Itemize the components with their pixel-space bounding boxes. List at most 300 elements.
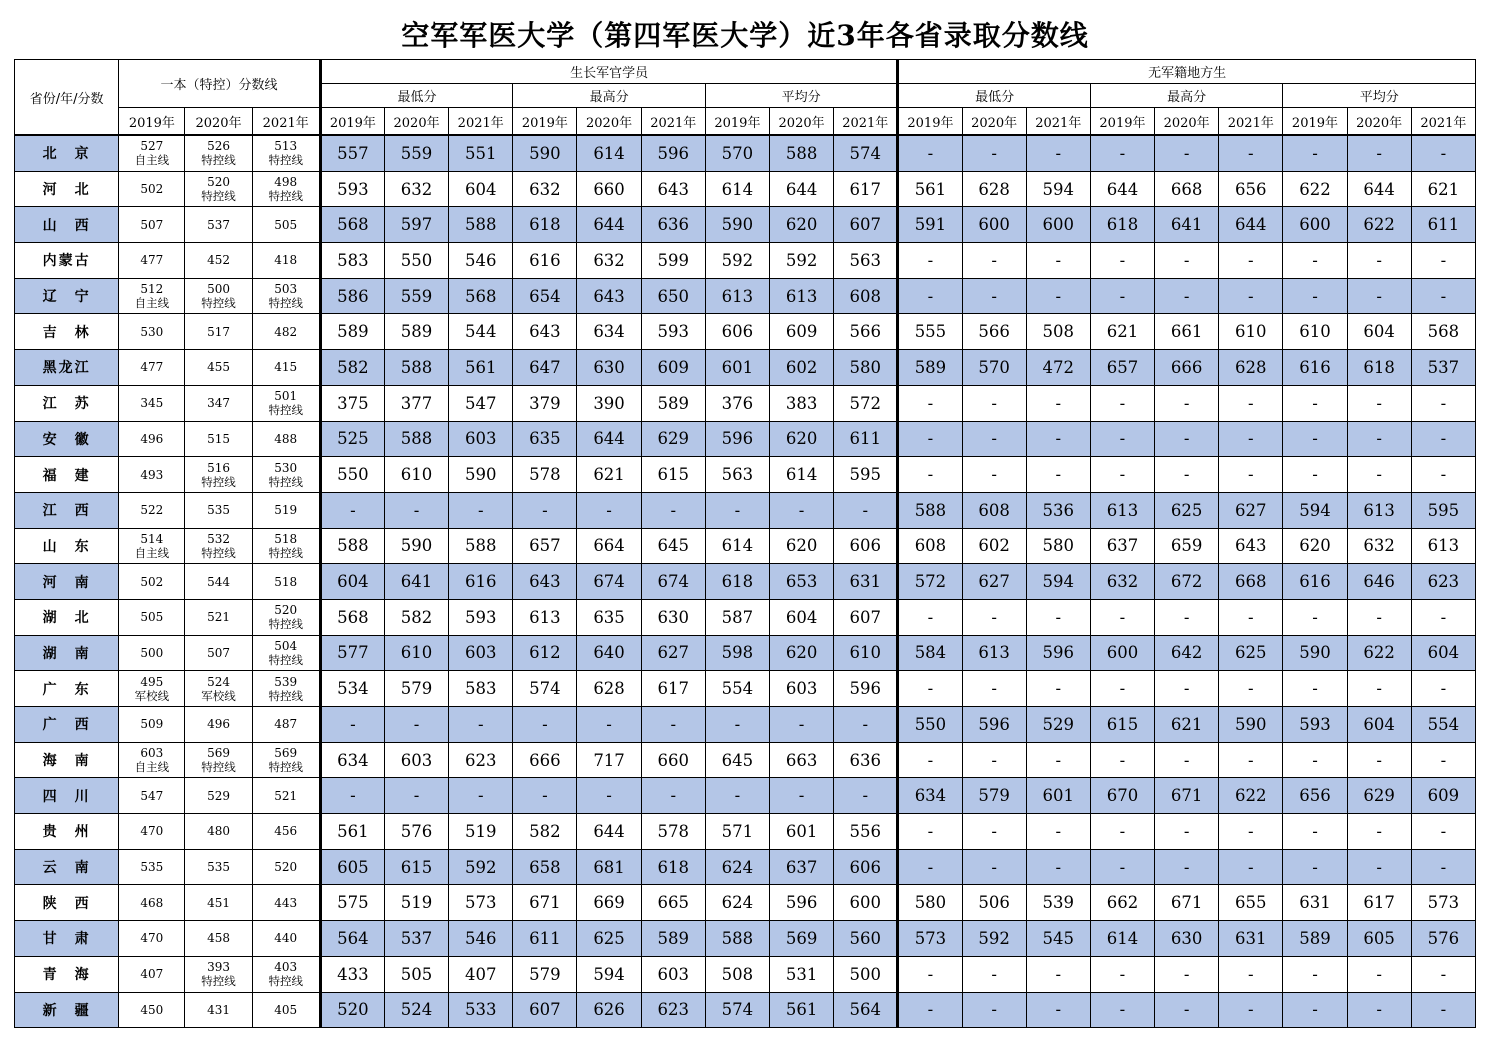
civilian-score-cell: - (962, 849, 1026, 885)
cadet-score-cell: 609 (641, 350, 705, 386)
province-cell: 广 西 (15, 707, 119, 743)
cadet-score-cell: 643 (513, 314, 577, 350)
civilian-score-cell: - (1026, 671, 1090, 707)
civilian-score-cell: 550 (898, 707, 962, 743)
control-line-score: 470 (140, 931, 164, 946)
header-year: 2021年 (449, 108, 513, 136)
cadet-score-cell: - (513, 778, 577, 814)
cadet-score-cell: 595 (834, 457, 898, 493)
control-line-score: 526 (207, 139, 230, 154)
control-line-cell (119, 457, 185, 493)
cadet-score-cell: 534 (320, 671, 384, 707)
cadet-score-cell: 609 (770, 314, 834, 350)
cadet-score-cell: 626 (577, 992, 641, 1028)
control-line-score: 603 (140, 746, 164, 761)
control-line-type: 特控线 (268, 189, 303, 204)
control-line-score: 514 (140, 531, 164, 546)
cadet-score-cell: 613 (705, 278, 769, 314)
civilian-score-cell: 605 (1347, 921, 1411, 957)
cadet-score-cell: 588 (384, 350, 448, 386)
table-row (15, 564, 1476, 600)
control-line-cell (185, 207, 252, 243)
civilian-score-cell: - (1026, 849, 1090, 885)
control-line-score: 505 (140, 610, 164, 625)
cadet-score-cell: - (641, 707, 705, 743)
cadet-score-cell: 630 (577, 350, 641, 386)
table-row (15, 742, 1476, 778)
header-year: 2020年 (384, 108, 448, 136)
civilian-score-cell: 615 (1090, 707, 1154, 743)
control-line-cell (119, 956, 185, 992)
cadet-score-cell: 604 (770, 599, 834, 635)
cadet-score-cell: 624 (705, 885, 769, 921)
civilian-score-cell: - (1283, 849, 1347, 885)
civilian-score-cell: - (962, 742, 1026, 778)
cadet-score-cell: - (513, 492, 577, 528)
control-line-score: 537 (207, 217, 230, 232)
control-line-cell (119, 135, 185, 171)
cadet-score-cell: 589 (641, 385, 705, 421)
civilian-score-cell: 622 (1219, 778, 1283, 814)
civilian-score-cell: - (1219, 421, 1283, 457)
control-line-type: 自主线 (134, 760, 170, 775)
civilian-score-cell: 592 (962, 921, 1026, 957)
cadet-score-cell: 556 (834, 814, 898, 850)
province-cell: 新 疆 (15, 992, 119, 1028)
cadet-score-cell: - (449, 778, 513, 814)
cadet-score-cell: 606 (705, 314, 769, 350)
control-line-cell (252, 564, 320, 600)
header-year: 2019年 (119, 108, 185, 136)
province-cell: 云 南 (15, 849, 119, 885)
civilian-score-cell: 629 (1347, 778, 1411, 814)
civilian-score-cell: - (1155, 742, 1219, 778)
control-line-cell (119, 778, 185, 814)
cadet-score-cell: 603 (449, 635, 513, 671)
cadet-score-cell: 561 (449, 350, 513, 386)
cadet-score-cell: 554 (705, 671, 769, 707)
civilian-score-cell: - (962, 814, 1026, 850)
header-year: 2021年 (641, 108, 705, 136)
cadet-score-cell: 643 (577, 278, 641, 314)
cadet-score-cell: 620 (770, 421, 834, 457)
control-line-cell (252, 921, 320, 957)
header-year: 2019年 (513, 108, 577, 136)
civilian-score-cell: 618 (1347, 350, 1411, 386)
control-line-type: 特控线 (201, 189, 236, 204)
cadet-score-cell: 574 (705, 992, 769, 1028)
control-line-cell (119, 814, 185, 850)
table-row (15, 207, 1476, 243)
control-line-cell (119, 885, 185, 921)
table-row (15, 457, 1476, 493)
table-row (15, 956, 1476, 992)
control-line-cell (119, 207, 185, 243)
cadet-score-cell: 645 (705, 742, 769, 778)
control-line-cell (185, 243, 252, 279)
control-line-score: 443 (274, 895, 298, 910)
control-line-score: 393 (207, 960, 230, 975)
cadet-score-cell: 577 (320, 635, 384, 671)
cadet-score-cell: 616 (449, 564, 513, 600)
cadet-score-cell: 537 (384, 921, 448, 957)
control-line-type: 军校线 (134, 688, 170, 703)
civilian-score-cell: 600 (962, 207, 1026, 243)
cadet-score-cell: - (770, 707, 834, 743)
civilian-score-cell: - (1283, 956, 1347, 992)
cadet-score-cell: - (384, 492, 448, 528)
civilian-score-cell: - (1026, 457, 1090, 493)
cadet-score-cell: 610 (384, 457, 448, 493)
civilian-score-cell: - (1411, 243, 1475, 279)
province-cell: 河 南 (15, 564, 119, 600)
cadet-score-cell: 568 (320, 599, 384, 635)
control-line-cell (185, 707, 252, 743)
cadet-score-cell: 593 (449, 599, 513, 635)
cadet-score-cell: 561 (770, 992, 834, 1028)
control-line-cell (185, 171, 252, 207)
civilian-score-cell: - (898, 457, 962, 493)
control-line-score: 520 (274, 603, 298, 618)
civilian-score-cell: 634 (898, 778, 962, 814)
civilian-score-cell: - (898, 814, 962, 850)
civilian-score-cell: 536 (1026, 492, 1090, 528)
civilian-score-cell: - (1219, 385, 1283, 421)
cadet-score-cell: 379 (513, 385, 577, 421)
cadet-score-cell: - (641, 778, 705, 814)
province-cell: 山 东 (15, 528, 119, 564)
civilian-score-cell: - (1283, 135, 1347, 171)
control-line-cell (119, 849, 185, 885)
cadet-score-cell: 383 (770, 385, 834, 421)
cadet-score-cell: 653 (770, 564, 834, 600)
civilian-score-cell: 472 (1026, 350, 1090, 386)
civilian-score-cell: 627 (962, 564, 1026, 600)
control-line-score: 477 (140, 253, 164, 268)
civilian-score-cell: - (1347, 599, 1411, 635)
control-line-type: 特控线 (268, 296, 303, 311)
civilian-score-cell: - (962, 135, 1026, 171)
province-cell: 北 京 (15, 135, 119, 171)
cadet-score-cell: 620 (770, 207, 834, 243)
civilian-score-cell: 566 (962, 314, 1026, 350)
civilian-score-cell: 573 (898, 921, 962, 957)
civilian-score-cell: 662 (1090, 885, 1154, 921)
cadet-score-cell: 508 (705, 956, 769, 992)
cadet-score-cell: 604 (320, 564, 384, 600)
province-cell: 吉 林 (15, 314, 119, 350)
control-line-cell (252, 350, 320, 386)
control-line-cell (185, 742, 252, 778)
cadet-score-cell: 592 (770, 243, 834, 279)
civilian-score-cell: - (962, 278, 1026, 314)
cadet-score-cell: 614 (705, 528, 769, 564)
cadet-score-cell: 620 (770, 528, 834, 564)
cadet-score-cell: - (320, 492, 384, 528)
page-title: 空军军医大学（第四军医大学）近3年各省录取分数线 (401, 19, 1089, 52)
control-line-type: 自主线 (134, 296, 170, 311)
civilian-score-cell: 608 (962, 492, 1026, 528)
control-line-score: 521 (207, 610, 230, 625)
civilian-score-cell: 579 (962, 778, 1026, 814)
civilian-score-cell: - (962, 385, 1026, 421)
civilian-score-cell: - (1090, 457, 1154, 493)
cadet-score-cell: - (449, 492, 513, 528)
cadet-score-cell: 596 (641, 135, 705, 171)
cadet-score-cell: 376 (705, 385, 769, 421)
civilian-score-cell: 561 (898, 171, 962, 207)
control-line-score: 515 (207, 431, 230, 446)
cadet-score-cell: 596 (834, 671, 898, 707)
control-line-score: 509 (140, 717, 164, 732)
civilian-score-cell: - (1155, 135, 1219, 171)
cadet-score-cell: 606 (834, 528, 898, 564)
civilian-score-cell: 656 (1283, 778, 1347, 814)
table-row (15, 635, 1476, 671)
civilian-score-cell: 537 (1411, 350, 1475, 386)
cadet-score-cell: 531 (770, 956, 834, 992)
control-line-score: 517 (207, 324, 230, 339)
civilian-score-cell: - (1283, 742, 1347, 778)
cadet-score-cell: 589 (641, 921, 705, 957)
civilian-score-cell: 604 (1411, 635, 1475, 671)
civilian-score-cell: 555 (898, 314, 962, 350)
civilian-score-cell: 580 (898, 885, 962, 921)
cadet-score-cell: 586 (320, 278, 384, 314)
control-line-type: 特控线 (201, 474, 236, 489)
cadet-score-cell: 390 (577, 385, 641, 421)
civilian-score-cell: 622 (1347, 207, 1411, 243)
civilian-score-cell: 613 (1347, 492, 1411, 528)
control-line-cell (252, 492, 320, 528)
control-line-score: 452 (207, 253, 230, 268)
civilian-score-cell: 589 (1283, 921, 1347, 957)
header-a-avg: 平均分 (705, 84, 898, 108)
cadet-score-cell: 573 (449, 885, 513, 921)
cadet-score-cell: 544 (449, 314, 513, 350)
control-line-cell (185, 314, 252, 350)
cadet-score-cell: 601 (770, 814, 834, 850)
province-cell: 内蒙古 (15, 243, 119, 279)
civilian-score-cell: 670 (1090, 778, 1154, 814)
cadet-score-cell: 636 (641, 207, 705, 243)
civilian-score-cell: - (1219, 956, 1283, 992)
cadet-score-cell: 644 (577, 207, 641, 243)
civilian-score-cell: - (898, 956, 962, 992)
control-line-cell (119, 243, 185, 279)
control-line-score: 535 (140, 860, 164, 875)
civilian-score-cell: 590 (1283, 635, 1347, 671)
cadet-score-cell: 583 (449, 671, 513, 707)
civilian-score-cell: 539 (1026, 885, 1090, 921)
civilian-score-cell: - (1283, 671, 1347, 707)
control-line-score: 345 (140, 396, 164, 411)
cadet-score-cell: 564 (320, 921, 384, 957)
control-line-cell (252, 707, 320, 743)
control-line-type: 特控线 (268, 974, 303, 989)
control-line-cell (185, 599, 252, 635)
civilian-score-cell: 656 (1219, 171, 1283, 207)
table-row (15, 671, 1476, 707)
cadet-score-cell: - (770, 778, 834, 814)
civilian-score-cell: - (1090, 278, 1154, 314)
civilian-score-cell: - (962, 457, 1026, 493)
table-row (15, 314, 1476, 350)
civilian-score-cell: - (898, 243, 962, 279)
civilian-score-cell: 610 (1283, 314, 1347, 350)
cadet-score-cell: 563 (834, 243, 898, 279)
control-line-cell (252, 243, 320, 279)
cadet-score-cell: 657 (513, 528, 577, 564)
control-line-score: 451 (207, 895, 230, 910)
civilian-score-cell: - (898, 278, 962, 314)
control-line-type: 特控线 (268, 545, 303, 560)
cadet-score-cell: 525 (320, 421, 384, 457)
control-line-type: 特控线 (268, 760, 303, 775)
cadet-score-cell: 623 (641, 992, 705, 1028)
cadet-score-cell: 588 (449, 207, 513, 243)
civilian-score-cell: - (1219, 814, 1283, 850)
admission-score-table (14, 59, 1476, 1028)
header-year: 2019年 (1090, 108, 1154, 136)
civilian-score-cell: - (1347, 814, 1411, 850)
control-line-cell (252, 314, 320, 350)
control-line-cell (119, 742, 185, 778)
civilian-score-cell: - (1155, 243, 1219, 279)
control-line-score: 501 (274, 389, 298, 404)
control-line-cell (119, 707, 185, 743)
control-line-cell (185, 956, 252, 992)
control-line-cell (185, 564, 252, 600)
cadet-score-cell: 674 (641, 564, 705, 600)
civilian-score-cell: 641 (1155, 207, 1219, 243)
cadet-score-cell: 623 (449, 742, 513, 778)
control-line-cell (252, 742, 320, 778)
civilian-score-cell: - (1090, 671, 1154, 707)
control-line-type: 特控线 (201, 760, 236, 775)
province-cell: 广 东 (15, 671, 119, 707)
cadet-score-cell: 665 (641, 885, 705, 921)
civilian-score-cell: - (1155, 992, 1219, 1028)
cadet-score-cell: 590 (449, 457, 513, 493)
civilian-score-cell: 600 (1026, 207, 1090, 243)
header-year: 2019年 (320, 108, 384, 136)
control-line-cell (185, 135, 252, 171)
header-a-max: 最高分 (513, 84, 706, 108)
civilian-score-cell: 610 (1219, 314, 1283, 350)
header-year: 2020年 (770, 108, 834, 136)
civilian-score-cell: 659 (1155, 528, 1219, 564)
control-line-score: 415 (274, 360, 298, 375)
province-cell: 湖 北 (15, 599, 119, 635)
control-line-type: 特控线 (268, 403, 303, 418)
civilian-score-cell: - (1411, 849, 1475, 885)
control-line-type: 特控线 (268, 617, 303, 632)
civilian-score-cell: 621 (1411, 171, 1475, 207)
cadet-score-cell: 568 (449, 278, 513, 314)
control-line-score: 521 (274, 788, 298, 803)
civilian-score-cell: 600 (1090, 635, 1154, 671)
civilian-score-cell: 622 (1283, 171, 1347, 207)
civilian-score-cell: - (1155, 385, 1219, 421)
civilian-score-cell: - (898, 992, 962, 1028)
control-line-type: 特控线 (268, 688, 303, 703)
province-cell: 河 北 (15, 171, 119, 207)
civilian-score-cell: - (1155, 849, 1219, 885)
cadet-score-cell: 578 (641, 814, 705, 850)
cadet-score-cell: 500 (834, 956, 898, 992)
civilian-score-cell: 628 (962, 171, 1026, 207)
cadet-score-cell: 660 (641, 742, 705, 778)
civilian-score-cell: 600 (1283, 207, 1347, 243)
control-line-score: 405 (274, 1002, 298, 1017)
province-cell: 青 海 (15, 956, 119, 992)
cadet-score-cell: 660 (577, 171, 641, 207)
control-line-cell (119, 421, 185, 457)
cadet-score-cell: 590 (513, 135, 577, 171)
control-line-score: 527 (140, 139, 164, 154)
cadet-score-cell: 592 (449, 849, 513, 885)
cadet-score-cell: 569 (770, 921, 834, 957)
civilian-score-cell: - (1090, 385, 1154, 421)
cadet-score-cell: 634 (577, 314, 641, 350)
cadet-score-cell: 612 (513, 635, 577, 671)
cadet-score-cell: 636 (834, 742, 898, 778)
civilian-score-cell: - (1219, 135, 1283, 171)
control-line-cell (252, 599, 320, 635)
control-line-cell (185, 278, 252, 314)
cadet-score-cell: - (449, 707, 513, 743)
control-line-score: 530 (140, 324, 164, 339)
cadet-score-cell: 643 (513, 564, 577, 600)
cadet-score-cell: - (705, 707, 769, 743)
cadet-score-cell: 561 (320, 814, 384, 850)
cadet-score-cell: 614 (705, 171, 769, 207)
control-line-cell (252, 207, 320, 243)
civilian-score-cell: - (1026, 135, 1090, 171)
cadet-score-cell: 597 (384, 207, 448, 243)
civilian-score-cell: 591 (898, 207, 962, 243)
civilian-score-cell: 644 (1347, 171, 1411, 207)
table-row (15, 778, 1476, 814)
cadet-score-cell: 635 (513, 421, 577, 457)
civilian-score-cell: - (1411, 385, 1475, 421)
cadet-score-cell: 603 (770, 671, 834, 707)
control-line-cell (119, 385, 185, 421)
cadet-score-cell: 596 (705, 421, 769, 457)
control-line-score: 569 (274, 746, 298, 761)
control-line-cell (119, 171, 185, 207)
province-cell: 陕 西 (15, 885, 119, 921)
cadet-score-cell: 599 (641, 243, 705, 279)
control-line-score: 502 (140, 574, 164, 589)
civilian-score-cell: - (962, 671, 1026, 707)
civilian-score-cell: 632 (1347, 528, 1411, 564)
cadet-score-cell: 644 (577, 421, 641, 457)
cadet-score-cell: 663 (770, 742, 834, 778)
civilian-score-cell: 613 (1411, 528, 1475, 564)
cadet-score-cell: 613 (770, 278, 834, 314)
civilian-score-cell: 584 (898, 635, 962, 671)
civilian-score-cell: - (1347, 992, 1411, 1028)
civilian-score-cell: - (1283, 243, 1347, 279)
civilian-score-cell: - (1219, 599, 1283, 635)
civilian-score-cell: - (1283, 814, 1347, 850)
cadet-score-cell: 568 (320, 207, 384, 243)
civilian-score-cell: 616 (1283, 564, 1347, 600)
civilian-score-cell: 617 (1347, 885, 1411, 921)
civilian-score-cell: - (1026, 956, 1090, 992)
